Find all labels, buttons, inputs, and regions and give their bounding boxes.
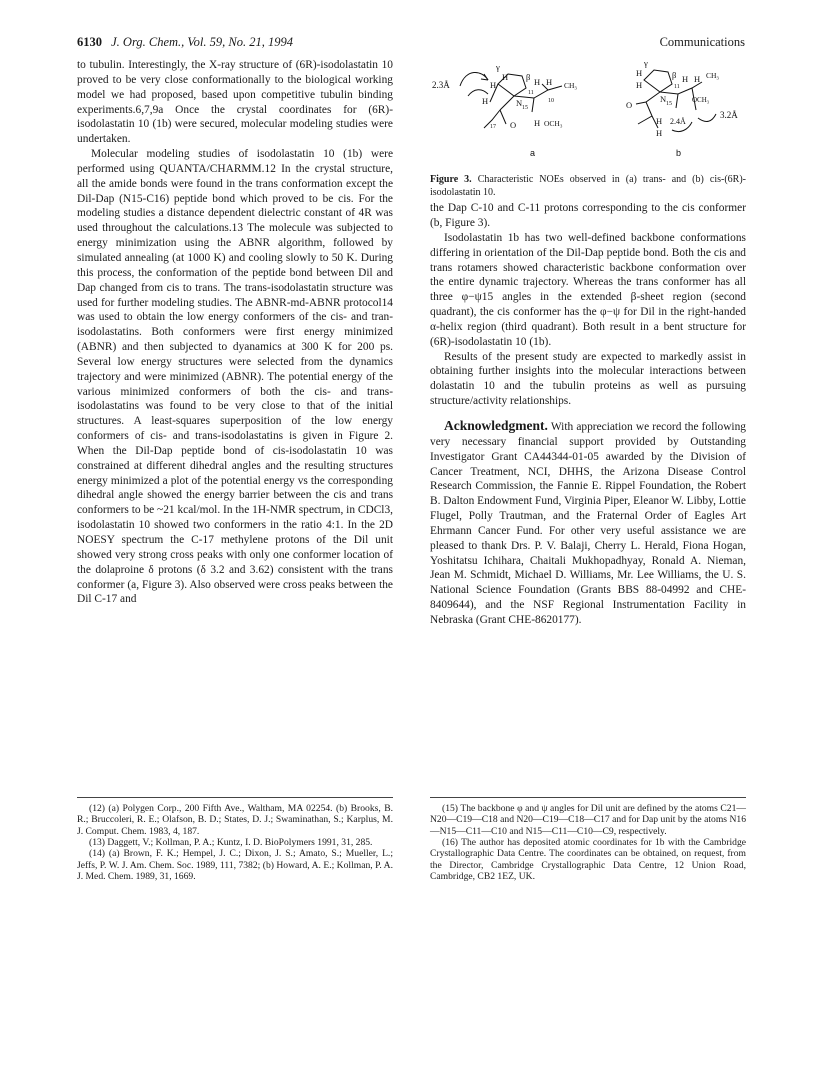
atom-o-a: O [510,120,517,130]
atom-ch3-b: CH₃ [706,71,720,80]
atom-c11-b: 11 [674,84,680,90]
footnote-12: (12) (a) Polygen Corp., 200 Fifth Ave., Waltham, MA 02254. (b) Brooks, B. R.; Bruccoleri, R. E.; Olafson, B. D.; States, D. J.; Swaminathan, S.; Karplus, M. J. Comput. Chem. 1983, 4, 187. [77,803,393,837]
acknowledgment [430,419,746,628]
atom-n15-a: N [516,98,523,108]
footnotes-right [430,803,746,882]
structure-a-label: a [530,148,536,158]
atom-h-a2: H [490,80,497,90]
paragraph-modeling: Molecular modeling studies of isodolastatin 10 (1b) were performed using QUANTA/CHARMM.12 In the crystal structure, all the amide bonds were found in the trans conformation except the Dil-Dap (N15-C16) peptide bond which proved to be cis. For the modeling studies a distance dependent dielectric constant of 4R was used throughout the calculations.13 The molecule was subjected to energy minimization using the ABNR algorithm, followed by simulated annealing (at 1000 K) and cooling slowly to 50 K. During this process, the conformation of the peptide bond between Dil and Dap changed from cis to trans. The trans-isodolastatin structure was used for further modeling studies. The ABNR-md-ABNR protocol14 was used to obtain the low energy conformers of the cis- and tran-isodolastatins. Both conformers were first energy minimized (ABNR) and then subjected to dyanamics at 300 K for 200 ps. Several low energy structures were selected from the dynamics trajectory and were minimized (ABNR). The potential energy of the various minimized conformers of both the cis- and trans-isodolastatins was found to be very close to that of the initial structures. A least-squares superposition of the low energy conformers of cis- and trans-isodolastatins is given in Figure 2. When the Dil-Dap peptide bond of cis-isodolastatin 10 was constrained at different dihedral angles and the resulting structures energy minimized a plot of the potential energy vs the corresponding dihedral angle showed the energy barrier between the cis and trans conformers to be ~21 kcal/mol. In the 1H-NMR spectrum, in CDCl3, isodolastatin 10 showed two conformers in the ratio 4:1. In the 2D NOESY spectrum the C-17 methylene protons of the Dil unit showed very strong cross peaks with only one conformer location of the dolaproine δ protons (δ 3.2 and 3.62) consistent with the trans conformer (a, Figure 3). Also observed were cross peaks between the Dil C-17 and [77,148,393,606]
atom-o-b: O [626,100,633,110]
footnote-rule-left [77,797,393,798]
paragraph-backbone: Isodolastatin 1b has two well-defined backbone conformations differing in orientation of the Dil-Dap peptide bond. Both the cis and trans rotamers showed characteristic backbone conformation over the entire dynamic trajectory. Whereas the trans conformer has all three φ−ψ15 angles in the extended β-sheet region (second quadrant), the cis conformer has the φ−ψ for Dil in the right-handed α-helix region (third quadrant). Both result in a bent structure for (6R)-isodolastatin 10 (1b). [430,231,746,348]
acknowledgment-text: With appreciation we record the following very necessary financial support provided by Outstanding Investigator Grant CA44344-01-05 awarded by the Division of Cancer Treatment, NCI, DHHS, the Arizona Disease Control Research Commission, the Fannie E. Rippel Foundation, the Robert B. Dalton Endowment Fund, Virginia Piper, Eleanor W. Libby, Lottie Flugel, Polly Trautman, and the Fraternal Order of Eagles Art Ehrmann Cancer Fund. For other very useful assistance we are pleased to thank Drs. P. V. Balaji, Cherry L. Herald, Fiona Hogan, Yoshitatsu Ichihara, Chaitali Mukhopadhyay, Ronald A. Nieman, Jean M. Schmidt, Michael D. Williams, Mr. Lee Williams, the U. S. National Science Foundation (Grants BBS 88-04992 and CHE-8409644), and the NSF Regional Instrumentation Facility in Nebraska (Grant CHE-8620177). [430,421,746,626]
figure-3 [430,58,746,168]
atom-h-b5: H [656,116,663,126]
footnote-16: (16) The author has deposited atomic coordinates for 1b with the Cambridge Crystallographic Data Centre. The coordinates can be obtained, on request, from the Director, Cambridge Crystallographic Data Centre, 12 Union Road, Cambridge, CB2 1EZ, UK. [430,837,746,883]
atom-h-a4: H [534,77,541,87]
acknowledgment-heading: Acknowledgment. [444,418,548,433]
journal-citation: J. Org. Chem., Vol. 59, No. 21, 1994 [111,35,293,49]
left-column [77,58,393,607]
atom-h-b2: H [636,80,643,90]
noe-distance-b1: 3.2Å [720,110,738,120]
running-head [77,35,745,51]
footnote-14: (14) (a) Brown, F. K.; Hempel, J. C.; Dixon, J. S.; Amato, S.; Mueller, L.; Jeffs, P. W. J. Am. Chem. Soc. 1989, 111, 7382; (b) Howard, A. E.; Kollman, P. A. J. Med. Chem. 1989, 31, 1669. [77,848,393,883]
atom-c10-a: 10 [548,98,554,104]
atom-c11-a: 11 [528,90,534,96]
atom-n15-b: N [660,94,667,104]
figure-caption-text: Characteristic NOEs observed in (a) trans- and (b) cis-(6R)-isodolastatin 10. [430,174,746,198]
atom-gamma-a: γ [496,62,500,72]
atom-beta-a: β [526,72,531,82]
paragraph-cis-continuation: the Dap C-10 and C-11 protons corresponding to the cis conformer (b, Figure 3). [430,202,746,230]
footnote-15: (15) The backbone φ and ψ angles for Dil unit are defined by the atoms C21—N20—C19—C18 and N20—C19—C18—C17 and for Dap unit by the atoms N16—N15—C11—C10 and N15—C11—C10—C9, respectively. [430,803,746,837]
noe-distance-a: 2.3Å [432,80,450,90]
atom-c17-a: 17 [490,124,496,130]
atom-h-a3: H [482,96,489,106]
paragraph-xray: to tubulin. Interestingly, the X-ray structure of (6R)-isodolastatin 10 proved to be very close conformationally to the biological working model we had proposed, based upon competitive tubulin binding experiments.6,7,9a Once the crystal coordinates for (6R)-isodolastatin 10 (1b) were secured, molecular modeling studies were undertaken. [77,59,393,146]
atom-h-a6: H [534,118,541,128]
structure-b-label: b [676,148,682,158]
atom-h-a5: H [546,77,553,87]
figure-caption [430,174,746,199]
structure-b-atom-labels [626,58,719,138]
atom-ch3-a: CH₃ [564,81,578,90]
atom-h-b6: H [656,128,663,138]
running-head-left [77,35,293,50]
figure-caption-label: Figure 3. [430,174,472,185]
footnote-13: (13) Daggett, V.; Kollman, P. A.; Kuntz, I. D. BioPolymers 1991, 31, 285. [89,837,373,849]
right-column [430,58,746,628]
atom-h-b1: H [636,68,643,78]
atom-n15-sub-a: 15 [522,105,528,111]
atom-h-b4: H [694,74,701,84]
atom-n15-sub-b: 15 [666,101,672,107]
noe-distance-b2: 2.4Å [670,117,686,126]
atom-och3-a: OCH₃ [544,119,563,128]
atom-h-a1: H [502,72,509,82]
noe-structures-drawing [430,58,746,168]
atom-beta-b: β [672,70,677,80]
section-name: Communications [659,35,745,49]
footnotes-left [77,803,393,882]
footnote-rule-right [430,797,746,798]
page-number: 6130 [77,35,102,49]
paragraph-results: Results of the present study are expected to markedly assist in obtaining further insights into the molecular interactions between dolastatin 10 and the tubulin proteins as well as pursuing structure/activity relationships. [430,350,746,408]
structure-a-atom-labels [482,62,577,130]
atom-och3-b: OCH₃ [692,96,710,104]
atom-gamma-b: γ [644,58,648,68]
atom-h-b3: H [682,74,689,84]
